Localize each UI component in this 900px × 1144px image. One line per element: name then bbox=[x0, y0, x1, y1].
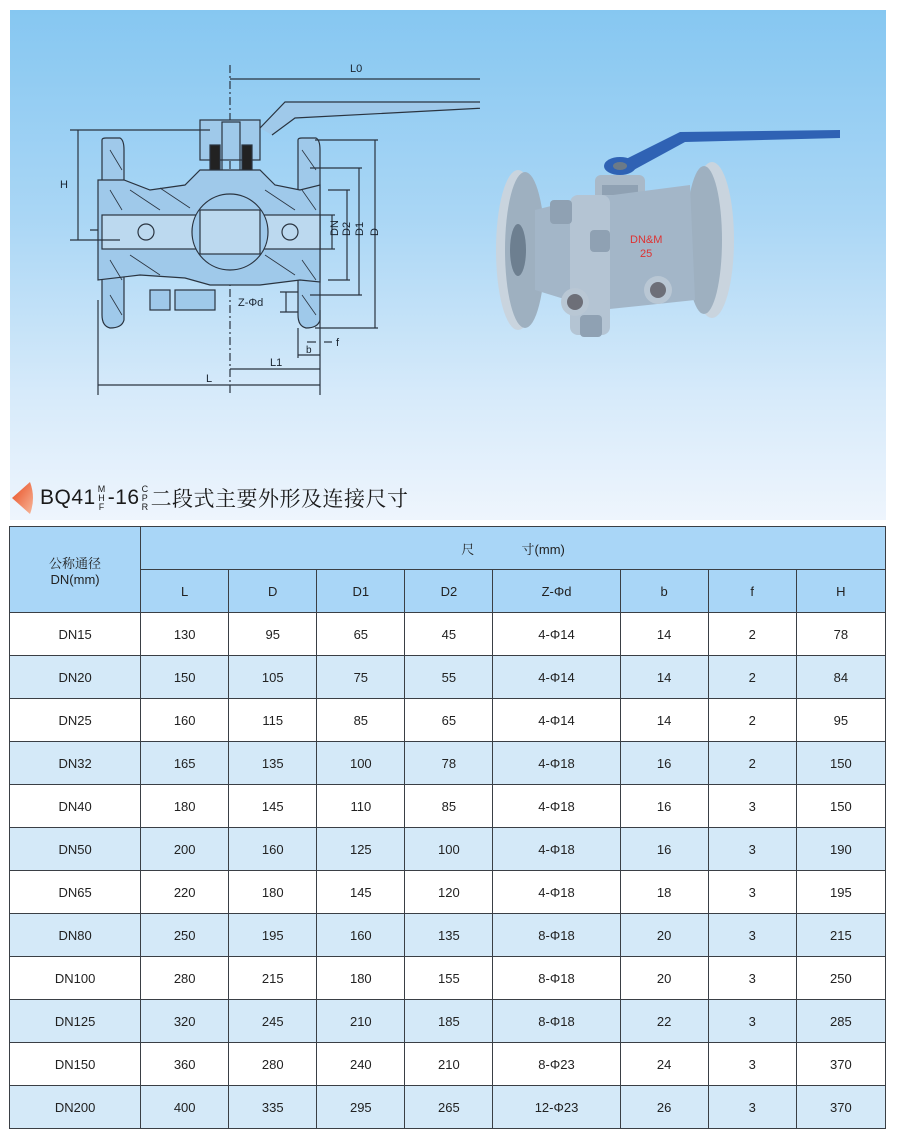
cell-dn: DN25 bbox=[10, 699, 141, 742]
header-l: L bbox=[141, 570, 229, 613]
cell-value: 3 bbox=[708, 914, 796, 957]
cell-value: 8-Φ18 bbox=[493, 957, 620, 1000]
cell-value: 4-Φ18 bbox=[493, 828, 620, 871]
cell-value: 400 bbox=[141, 1086, 229, 1129]
dimension-table-body bbox=[10, 613, 886, 1129]
cell-value: 95 bbox=[796, 699, 885, 742]
product-illustration-panel bbox=[10, 10, 886, 520]
cell-value: 78 bbox=[405, 742, 493, 785]
cell-value: 12-Φ23 bbox=[493, 1086, 620, 1129]
valve-product-photo bbox=[480, 90, 880, 390]
dim-label-d: D bbox=[369, 228, 381, 236]
cell-value: 4-Φ14 bbox=[493, 613, 620, 656]
table-row bbox=[10, 656, 886, 699]
cell-dn: DN65 bbox=[10, 871, 141, 914]
header-h: H bbox=[796, 570, 885, 613]
cell-value: 190 bbox=[796, 828, 885, 871]
cell-value: 95 bbox=[229, 613, 317, 656]
cell-value: 18 bbox=[620, 871, 708, 914]
cell-value: 2 bbox=[708, 699, 796, 742]
dim-label-l0: L0 bbox=[350, 63, 363, 75]
cell-value: 14 bbox=[620, 699, 708, 742]
cell-value: 125 bbox=[317, 828, 405, 871]
cell-dn: DN80 bbox=[10, 914, 141, 957]
header-dimensions-group: 尺 寸(mm) bbox=[141, 527, 886, 570]
header-z-phi-d: Z-Φd bbox=[493, 570, 620, 613]
body-marking-model: DN&M bbox=[630, 234, 663, 246]
cell-value: 3 bbox=[708, 957, 796, 1000]
cell-value: 2 bbox=[708, 613, 796, 656]
dim-label-h: H bbox=[60, 179, 68, 191]
table-row bbox=[10, 1000, 886, 1043]
dim-label-d2: D2 bbox=[341, 221, 353, 236]
cell-value: 250 bbox=[796, 957, 885, 1000]
cell-value: 160 bbox=[317, 914, 405, 957]
cell-value: 320 bbox=[141, 1000, 229, 1043]
cell-value: 150 bbox=[796, 742, 885, 785]
cell-value: 250 bbox=[141, 914, 229, 957]
cell-value: 2 bbox=[708, 742, 796, 785]
cell-value: 335 bbox=[229, 1086, 317, 1129]
cell-value: 370 bbox=[796, 1043, 885, 1086]
table-row bbox=[10, 914, 886, 957]
cell-value: 360 bbox=[141, 1043, 229, 1086]
cell-value: 135 bbox=[405, 914, 493, 957]
dim-label-b: b bbox=[306, 345, 312, 356]
table-row bbox=[10, 742, 886, 785]
cell-value: 160 bbox=[141, 699, 229, 742]
cell-value: 240 bbox=[317, 1043, 405, 1086]
header-d2: D2 bbox=[405, 570, 493, 613]
cell-value: 3 bbox=[708, 828, 796, 871]
cell-value: 85 bbox=[405, 785, 493, 828]
cell-value: 145 bbox=[229, 785, 317, 828]
cell-dn: DN150 bbox=[10, 1043, 141, 1086]
table-row bbox=[10, 785, 886, 828]
dim-label-l1: L1 bbox=[270, 357, 283, 369]
section-title bbox=[40, 483, 409, 513]
cell-value: 265 bbox=[405, 1086, 493, 1129]
dimension-table bbox=[9, 526, 886, 1129]
cell-value: 8-Φ23 bbox=[493, 1043, 620, 1086]
cell-value: 16 bbox=[620, 742, 708, 785]
cell-value: 155 bbox=[405, 957, 493, 1000]
cell-value: 8-Φ18 bbox=[493, 1000, 620, 1043]
title-pressure: -16 bbox=[107, 486, 140, 509]
cell-value: 3 bbox=[708, 1086, 796, 1129]
table-row bbox=[10, 957, 886, 1000]
cell-value: 210 bbox=[405, 1043, 493, 1086]
cell-value: 75 bbox=[317, 656, 405, 699]
cell-value: 4-Φ18 bbox=[493, 871, 620, 914]
cell-value: 100 bbox=[317, 742, 405, 785]
cell-value: 55 bbox=[405, 656, 493, 699]
cell-value: 4-Φ14 bbox=[493, 699, 620, 742]
cell-value: 115 bbox=[229, 699, 317, 742]
cell-dn: DN100 bbox=[10, 957, 141, 1000]
cell-value: 65 bbox=[317, 613, 405, 656]
cell-value: 180 bbox=[141, 785, 229, 828]
cell-value: 215 bbox=[229, 957, 317, 1000]
cell-value: 26 bbox=[620, 1086, 708, 1129]
cell-value: 215 bbox=[796, 914, 885, 957]
cell-dn: DN15 bbox=[10, 613, 141, 656]
table-row bbox=[10, 699, 886, 742]
table-row bbox=[10, 613, 886, 656]
cell-value: 3 bbox=[708, 785, 796, 828]
table-row bbox=[10, 871, 886, 914]
header-nominal-diameter: 公称通径 DN(mm) bbox=[10, 527, 141, 613]
cell-value: 16 bbox=[620, 785, 708, 828]
cell-value: 24 bbox=[620, 1043, 708, 1086]
cell-value: 135 bbox=[229, 742, 317, 785]
cell-value: 280 bbox=[229, 1043, 317, 1086]
title-model-prefix: BQ41 bbox=[40, 486, 96, 509]
body-marking-size: 25 bbox=[640, 248, 653, 260]
cell-value: 100 bbox=[405, 828, 493, 871]
cell-dn: DN125 bbox=[10, 1000, 141, 1043]
cell-value: 84 bbox=[796, 656, 885, 699]
cell-dn: DN40 bbox=[10, 785, 141, 828]
cell-value: 45 bbox=[405, 613, 493, 656]
cell-value: 20 bbox=[620, 914, 708, 957]
cell-value: 180 bbox=[229, 871, 317, 914]
cell-value: 4-Φ18 bbox=[493, 742, 620, 785]
table-row bbox=[10, 1043, 886, 1086]
cell-dn: DN50 bbox=[10, 828, 141, 871]
header-d: D bbox=[229, 570, 317, 613]
dim-label-dn: DN bbox=[329, 220, 341, 236]
cell-value: 14 bbox=[620, 613, 708, 656]
cell-value: 195 bbox=[229, 914, 317, 957]
cell-value: 370 bbox=[796, 1086, 885, 1129]
dim-label-d1: D1 bbox=[354, 221, 366, 236]
cell-value: 150 bbox=[796, 785, 885, 828]
cell-value: 150 bbox=[141, 656, 229, 699]
cell-value: 20 bbox=[620, 957, 708, 1000]
cell-value: 3 bbox=[708, 1043, 796, 1086]
cell-value: 185 bbox=[405, 1000, 493, 1043]
cell-value: 145 bbox=[317, 871, 405, 914]
cell-value: 295 bbox=[317, 1086, 405, 1129]
cell-value: 120 bbox=[405, 871, 493, 914]
cell-value: 16 bbox=[620, 828, 708, 871]
orange-fan-bullet-icon bbox=[10, 480, 34, 516]
cell-value: 22 bbox=[620, 1000, 708, 1043]
cell-value: 130 bbox=[141, 613, 229, 656]
cell-value: 280 bbox=[141, 957, 229, 1000]
cell-value: 110 bbox=[317, 785, 405, 828]
title-material-stack: M H F bbox=[97, 483, 106, 512]
cell-dn: DN200 bbox=[10, 1086, 141, 1129]
section-title-row bbox=[10, 478, 409, 518]
cell-value: 85 bbox=[317, 699, 405, 742]
title-body-material-stack: C P R bbox=[141, 483, 149, 512]
dim-label-f: f bbox=[336, 337, 340, 349]
cell-value: 245 bbox=[229, 1000, 317, 1043]
cell-value: 3 bbox=[708, 1000, 796, 1043]
cell-value: 4-Φ18 bbox=[493, 785, 620, 828]
valve-section-drawing bbox=[10, 10, 480, 430]
dim-label-l: L bbox=[206, 373, 213, 385]
cell-value: 220 bbox=[141, 871, 229, 914]
cell-value: 195 bbox=[796, 871, 885, 914]
title-description: 二段式主要外形及连接尺寸 bbox=[150, 488, 409, 511]
cell-dn: DN32 bbox=[10, 742, 141, 785]
cell-value: 3 bbox=[708, 871, 796, 914]
cell-dn: DN20 bbox=[10, 656, 141, 699]
cell-value: 8-Φ18 bbox=[493, 914, 620, 957]
header-f: f bbox=[708, 570, 796, 613]
table-row bbox=[10, 828, 886, 871]
cell-value: 160 bbox=[229, 828, 317, 871]
cell-value: 200 bbox=[141, 828, 229, 871]
cell-value: 4-Φ14 bbox=[493, 656, 620, 699]
cell-value: 2 bbox=[708, 656, 796, 699]
cell-value: 14 bbox=[620, 656, 708, 699]
cell-value: 210 bbox=[317, 1000, 405, 1043]
header-d1: D1 bbox=[317, 570, 405, 613]
cell-value: 78 bbox=[796, 613, 885, 656]
cell-value: 165 bbox=[141, 742, 229, 785]
cell-value: 65 bbox=[405, 699, 493, 742]
cell-value: 180 bbox=[317, 957, 405, 1000]
cell-value: 285 bbox=[796, 1000, 885, 1043]
cell-value: 105 bbox=[229, 656, 317, 699]
header-b: b bbox=[620, 570, 708, 613]
table-row bbox=[10, 1086, 886, 1129]
dim-label-z-phi-d: Z-Φd bbox=[238, 297, 264, 309]
